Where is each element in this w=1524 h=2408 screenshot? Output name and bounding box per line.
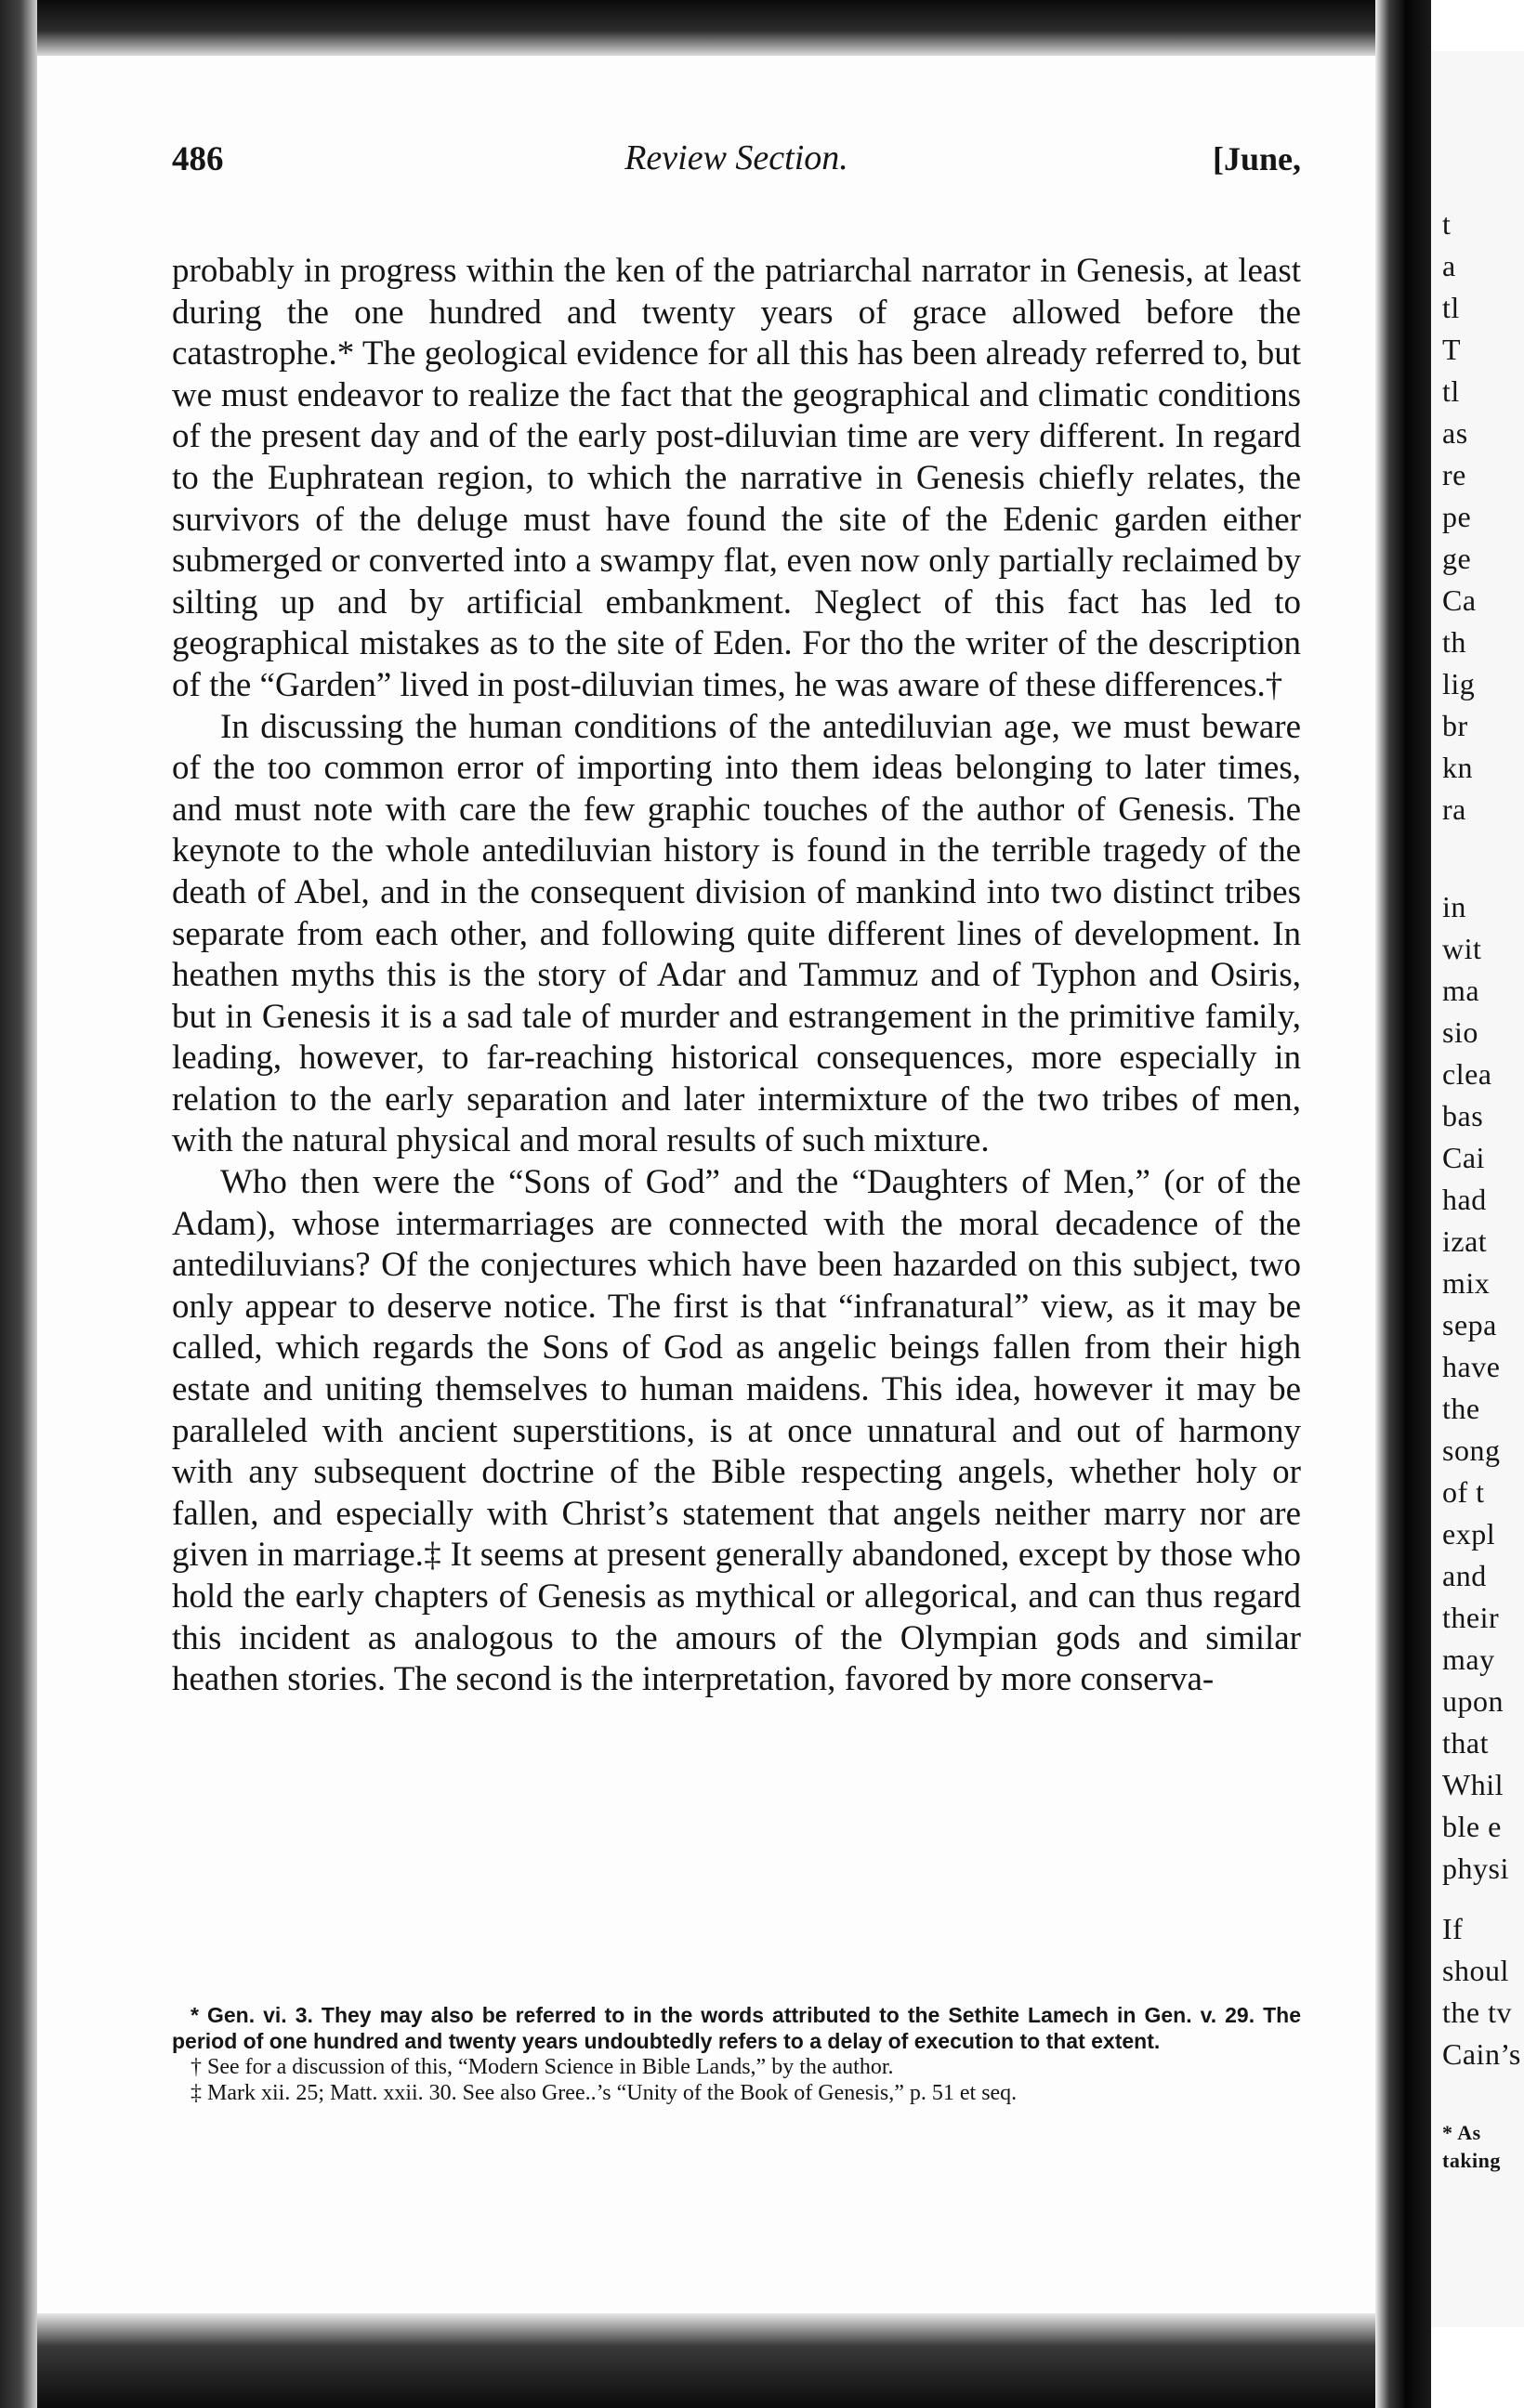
adjacent-footnote-line: * As (1442, 2121, 1481, 2144)
adjacent-line: clea (1442, 1057, 1492, 1091)
adjacent-line: kn (1442, 751, 1473, 784)
paragraph-sons-of-god: Who then were the “Sons of God” and the “Daughters of Men,” (or of the Adam), whose intermarriages are connected with the moral decadence of the antediluvians? Of the conjectures which have been hazarded on this subject, two only appear to deserve notice. The first is that “infranatural” view, as it may be called, which regards the Sons of God as angelic beings fallen from their high estate and uniting themselves to human maidens. This idea, however it may be paralleled with ancient superstitions, is at once unnatural and out of harmony with any subsequent doctrine of the Bible respecting angels, whether holy or fallen, and especially with Christ’s statement that angels neither marry nor are given in marriage.‡ It seems at present generally abandoned, except by those who hold the early chapters of Genesis as mythical or allegorical, and can thus regard this incident as analogous to the amours of the Olympian gods and similar heathen stories. The second is the interpretation, favored by more conserva- (172, 1163, 1301, 1699)
left-page-edge-shadow (0, 0, 37, 2408)
adjacent-line: that (1442, 1726, 1489, 1760)
adjacent-line: bas (1442, 1099, 1484, 1132)
adjacent-line: in (1442, 890, 1466, 923)
adjacent-line: ra (1442, 792, 1466, 826)
running-head (172, 139, 1301, 195)
adjacent-line: lig (1442, 667, 1476, 700)
adjacent-line: as (1442, 416, 1468, 450)
adjacent-line: physi (1442, 1852, 1509, 1885)
adjacent-line: If (1442, 1912, 1464, 1945)
adjacent-line: the tv (1442, 1996, 1512, 2029)
book-gutter (1375, 0, 1431, 2408)
adjacent-line: Whil (1442, 1768, 1504, 1801)
adjacent-line: ge (1442, 542, 1472, 575)
footnote-2: † See for a discussion of this, “Modern Science in Bible Lands,” by the author. (190, 2055, 894, 2079)
adjacent-line: Cai (1442, 1141, 1485, 1174)
adjacent-line: sio (1442, 1015, 1478, 1049)
adjacent-line: may (1442, 1642, 1495, 1676)
adjacent-line: re (1442, 458, 1466, 491)
adjacent-line: t (1442, 207, 1452, 241)
adjacent-line: izat (1442, 1224, 1488, 1258)
running-month: [June, (1212, 140, 1301, 177)
adjacent-line: wit (1442, 932, 1482, 965)
paragraph-continuation: probably in progress within the ken of the patriarchal narrator in Genesis, at least during the one hundred and twenty years of grace allowed before the catastrophe.* The geological evidence for all this has been already referred to, but we must endeavor to realize the fact that the geographical and climatic conditions of the present day and of the early post-diluvian time are very different. In regard to the Euphratean region, to which the narrative in Genesis chiefly relates, the survivors of the deluge must have found the site of the Edenic garden either submerged or converted into a swampy flat, even now only partially reclaimed by silting up and by artificial embankment. Neglect of this fact has led to geographical mistakes as to the site of Eden. For tho the writer of the description of the “Garden” lived in post-diluvian times, he was aware of these differences.† (172, 252, 1301, 704)
adjacent-line: mix (1442, 1266, 1491, 1300)
adjacent-line: br (1442, 709, 1468, 742)
footnote-3: ‡ Mark xii. 25; Matt. xxii. 30. See also Gree..’s “Unity of the Book of Genesis,” p. 51 et seq. (190, 2081, 1018, 2105)
adjacent-line: a (1442, 249, 1456, 282)
adjacent-line: pe (1442, 500, 1472, 533)
footnotes (172, 2002, 1301, 2106)
running-title: Review Section. (624, 138, 848, 177)
adjacent-line: their (1442, 1601, 1500, 1634)
adjacent-line: Ca (1442, 583, 1477, 617)
adjacent-line: sepa (1442, 1308, 1497, 1341)
adjacent-line: have (1442, 1350, 1501, 1383)
body-text (172, 251, 1301, 1701)
page-bottom-shadow (37, 2313, 1394, 2408)
page-number: 486 (172, 140, 224, 178)
page-top-shadow (37, 0, 1394, 56)
footnote-1: * Gen. vi. 3. They may also be referred to in the words attributed to the Sethite Lamech in Gen. v. 29. The period of one hundred and twenty years undoubtedly refers to a delay of execution to that extent. (172, 2003, 1301, 2053)
adjacent-line: T (1442, 333, 1462, 366)
adjacent-footnote-line: taking (1442, 2149, 1501, 2172)
adjacent-line: ma (1442, 974, 1480, 1007)
adjacent-line: tl (1442, 374, 1460, 408)
adjacent-line: shoul (1442, 1954, 1509, 1987)
adjacent-line: th (1442, 625, 1466, 659)
adjacent-page-fragment (1431, 51, 1524, 2327)
adjacent-line: expl (1442, 1517, 1496, 1551)
adjacent-line: of t (1442, 1475, 1485, 1509)
adjacent-line: and (1442, 1559, 1487, 1592)
adjacent-line: song (1442, 1433, 1501, 1467)
adjacent-line: tl (1442, 291, 1460, 324)
adjacent-line: Cain’s (1442, 2037, 1521, 2071)
adjacent-line: the (1442, 1392, 1480, 1425)
paragraph-antediluvian-conditions: In discussing the human conditions of the antediluvian age, we must beware of the too common error of importing into them ideas belonging to later times, and must note with care the few graphic touches of the author of Genesis. The keynote to the whole antediluvian history is found in the terrible tragedy of the death of Abel, and in the consequent division of mankind into two distinct tribes separate from each other, and following quite different lines of development. In heathen myths this is the story of Adar and Tammuz and of Typhon and Osiris, but in Genesis it is a sad tale of murder and estrangement in the primitive family, leading, however, to far-reaching historical consequences, more especially in relation to the early separation and later intermixture of the two tribes of men, with the natural physical and moral results of such mixture. (172, 707, 1301, 1160)
adjacent-line: ble e (1442, 1810, 1502, 1843)
adjacent-line: had (1442, 1183, 1487, 1216)
adjacent-line: upon (1442, 1684, 1504, 1718)
